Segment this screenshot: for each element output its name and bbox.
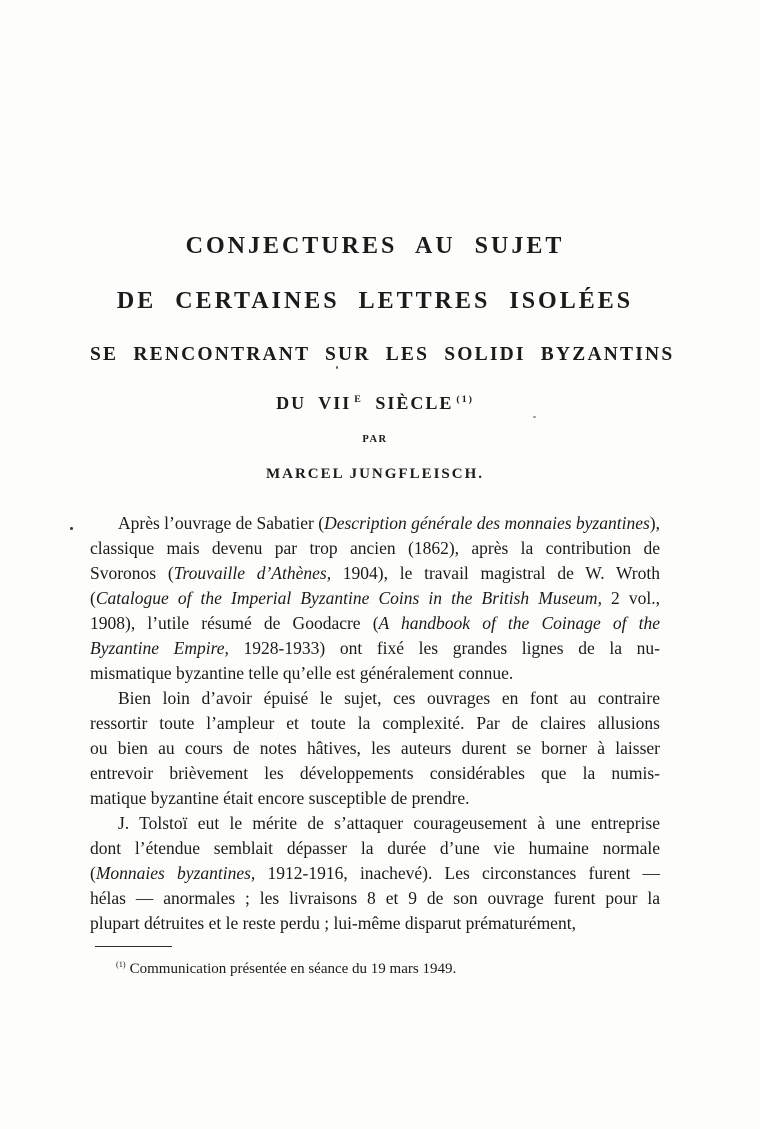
text-segment: classique mais devenu par trop ancien (1862), après la contribution de [90, 538, 660, 558]
text-segment: ( [90, 588, 96, 608]
title-line [90, 342, 675, 368]
text-segment: mismatique byzantine telle qu’elle est généralement connue. [90, 663, 514, 683]
text-segment: Svoronos ( [90, 563, 174, 583]
page-content [90, 231, 675, 979]
text-segment: J. Tolstoï eut le mérite de s’attaquer courageusement à une entreprise [118, 813, 660, 833]
text-segment: 1904), le travail magistral de W. Wroth [331, 563, 660, 583]
italic-text: Description générale des monnaies byzantines [324, 513, 650, 533]
superscript: (1) [456, 394, 474, 405]
text-segment: 1928-1933) ont fixé les grandes lignes de la nu- [228, 638, 660, 658]
text-segment: matique byzantine était encore susceptible de prendre. [90, 788, 470, 808]
text-segment: entrevoir brièvement les développements considérables que la numis- [90, 763, 660, 783]
body-line [90, 686, 660, 711]
text-segment: ), [649, 513, 660, 533]
text-segment: DU VII [276, 393, 352, 413]
text-segment: SIÈCLE [362, 393, 454, 413]
text-segment: Communication présentée en séance du 19 mars 1949. [129, 961, 457, 977]
italic-text: Monnaies byzantines, [95, 863, 256, 883]
body-line [90, 561, 660, 586]
text-segment: 1908), l’utile résumé de Goodacre ( [90, 613, 379, 633]
body-line [90, 811, 660, 836]
italic-text: Byzantine Empire, [90, 638, 229, 658]
italic-text: A handbook of the Coinage of the [378, 613, 660, 633]
text-segment: plupart détruites et le reste perdu ; lui-même disparut prématurément, [90, 913, 576, 933]
italic-text: Catalogue of the Imperial Byzantine Coins in the British Museum, [95, 588, 602, 608]
title-line [90, 286, 660, 316]
body-line [90, 911, 660, 936]
superscript: E [354, 394, 363, 405]
footnote-rule [95, 946, 172, 947]
body-line [90, 786, 660, 811]
body-line [90, 536, 660, 561]
body-line [90, 711, 660, 736]
title-block [90, 231, 675, 415]
byline: PAR [362, 434, 388, 445]
body-line [90, 611, 660, 636]
body-text [90, 511, 660, 936]
body-line [90, 761, 660, 786]
body-line [90, 886, 660, 911]
text-segment: 1912-1916, inachevé). Les circonstances furent — [255, 863, 660, 883]
text-segment: ou bien au cours de notes hâtives, les auteurs durent se borner à laisser [90, 738, 660, 758]
author-name: MARCEL JUNGFLEISCH. [265, 466, 485, 482]
body-line [90, 861, 660, 886]
paragraph [90, 511, 660, 686]
text-segment: dont l’étendue semblait dépasser la durée d’une vie humaine normale [90, 838, 660, 858]
text-segment: SE RENCONTRANT SUR LES SOLIDI BYZANTINS [90, 344, 675, 365]
title-line [90, 391, 660, 415]
italic-text: Trouvaille d’Athènes, [173, 563, 332, 583]
body-line [90, 661, 660, 686]
text-segment: ressortir toute l’ampleur et toute la complexité. Par de claires allusions [90, 713, 660, 733]
text-segment: DE CERTAINES LETTRES ISOLÉES [116, 288, 634, 314]
text-segment: 2 vol., [601, 588, 660, 608]
paragraph [90, 686, 660, 811]
paragraph [90, 811, 660, 936]
title-line [90, 231, 660, 261]
body-line [90, 836, 660, 861]
text-segment: CONJECTURES AU SUJET [185, 233, 565, 259]
footnote-text [90, 959, 660, 979]
text-segment: Bien loin d’avoir épuisé le sujet, ces ouvrages en font au contraire [118, 688, 660, 708]
body-line [90, 511, 660, 536]
text-segment: Après l’ouvrage de Sabatier ( [118, 513, 325, 533]
body-line [90, 636, 660, 661]
body-line [90, 736, 660, 761]
superscript: (1) [116, 960, 126, 969]
text-segment: hélas — anormales ; les livraisons 8 et 9 de son ouvrage furent pour la [90, 888, 660, 908]
text-segment: ( [90, 863, 96, 883]
body-line [90, 586, 660, 611]
scan-speck [70, 527, 73, 530]
